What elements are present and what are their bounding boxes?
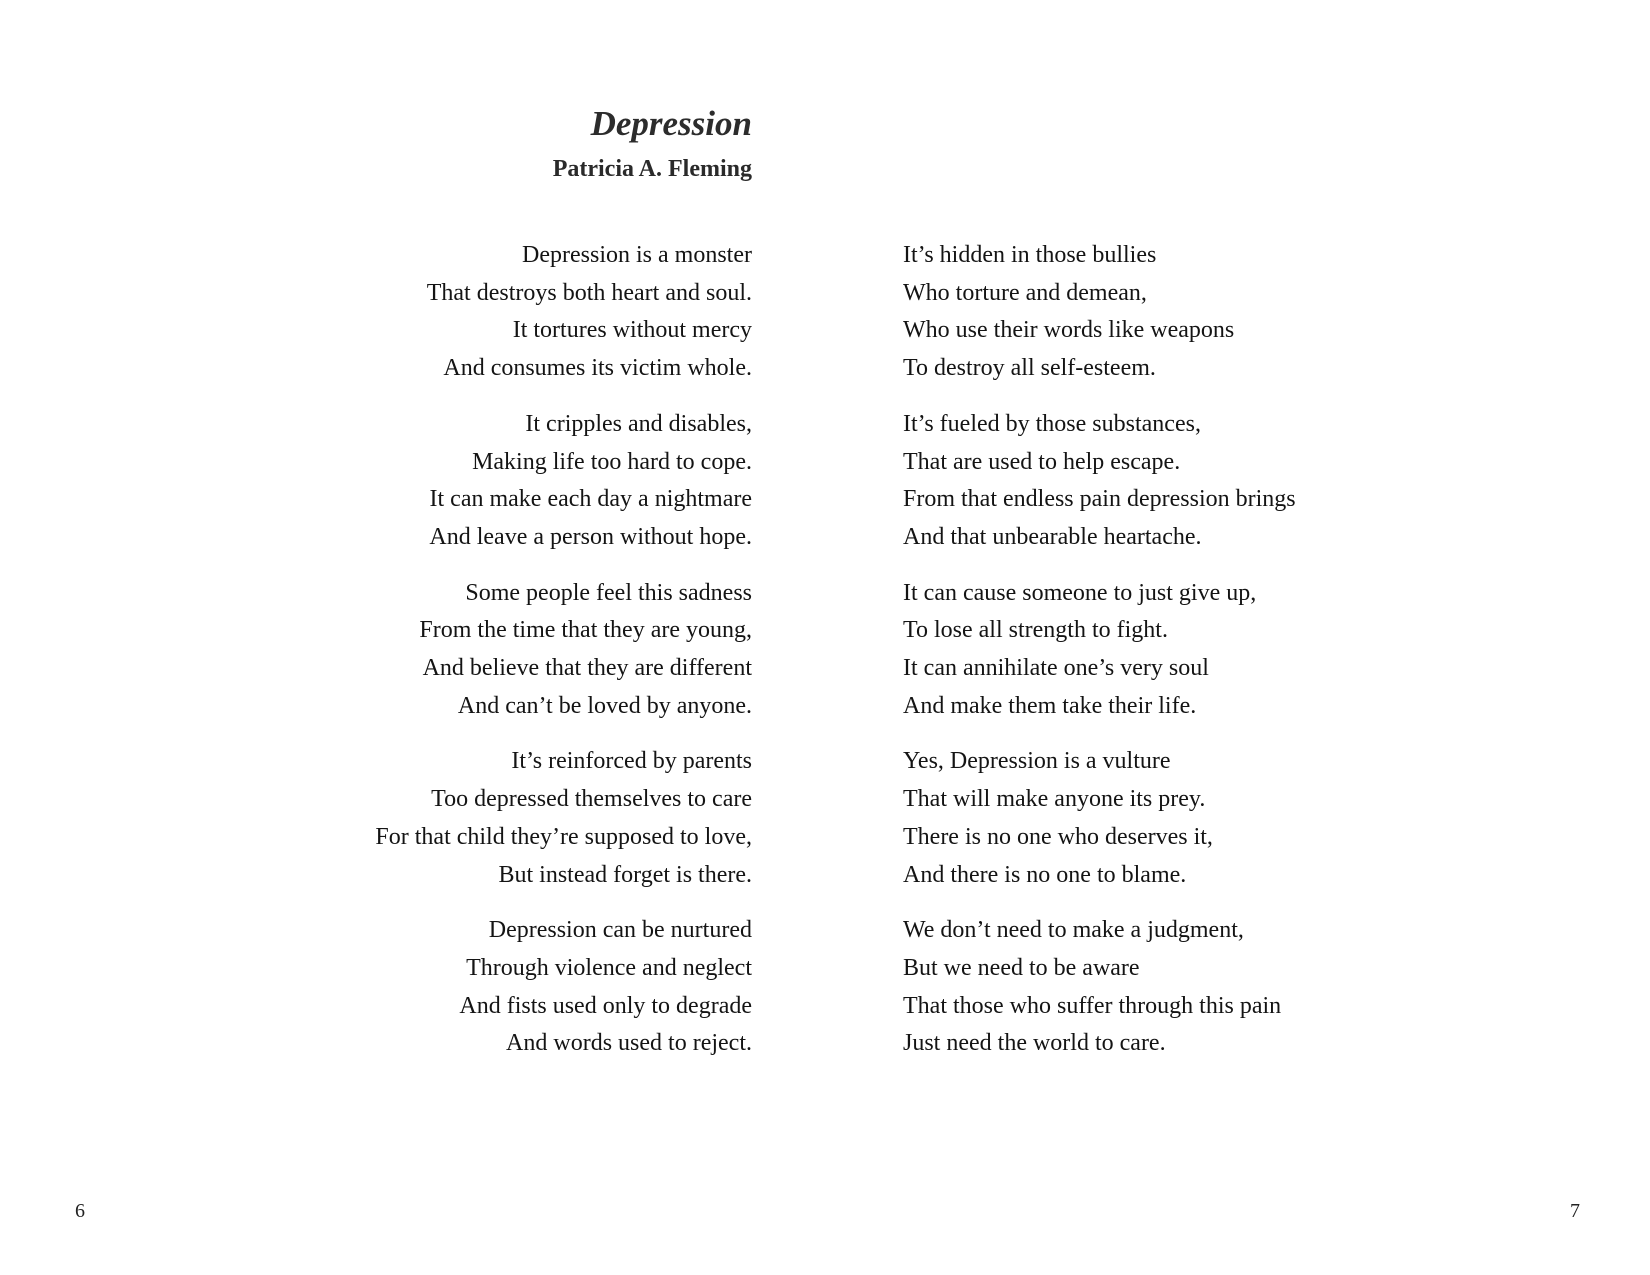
poem-line: It can make each day a nightmare [429,486,752,513]
poem-line: Too depressed themselves to care [431,786,752,813]
poem-line: But instead forget is there. [498,861,752,888]
poem-line: And leave a person without hope. [429,523,752,550]
poem-line: Who use their words like weapons [903,317,1235,344]
stanza [375,575,752,726]
poem-line: We don’t need to make a judgment, [903,917,1244,944]
poem-line: But we need to be aware [903,954,1140,981]
poem-line: And can’t be loved by anyone. [457,692,752,719]
left-column [375,237,752,1081]
poem-line: From the time that they are young, [419,617,752,644]
stanza [903,912,1296,1063]
poem-line: And consumes its victim whole. [443,355,752,382]
poem-header [553,100,752,186]
poem-line: It can cause someone to just give up, [903,579,1257,606]
poem-line: For that child they’re supposed to love, [375,823,752,850]
poem-line: Yes, Depression is a vulture [903,748,1171,775]
poem-line: Some people feel this sadness [465,579,752,606]
stanza [375,237,752,388]
poem-line: That destroys both heart and soul. [426,279,752,306]
poem-line: That those who suffer through this pain [903,992,1282,1019]
stanza [903,237,1296,388]
poem-line: And that unbearable heartache. [903,523,1202,550]
poem-line: Making life too hard to cope. [472,448,752,475]
poem-line: And believe that they are different [422,655,752,682]
page-number-left: 6 [75,1200,85,1222]
poem-line: Through violence and neglect [466,954,752,981]
poem-line: It’s hidden in those bullies [903,242,1157,268]
poem-line: Just need the world to care. [903,1030,1166,1057]
poem-line: It cripples and disables, [525,410,752,437]
poem-line: And there is no one to blame. [903,861,1187,888]
stanza [375,912,752,1063]
poem-line: To destroy all self-esteem. [903,355,1156,382]
poem-line: From that endless pain depression brings [903,486,1296,513]
poem-line: That are used to help escape. [903,448,1181,475]
poem-line: Who torture and demean, [903,279,1147,306]
right-column [903,237,1296,1081]
poem-author: Patricia A. Fleming [552,156,752,182]
poem-line: It’s fueled by those substances, [903,410,1201,437]
poem-line: Depression can be nurtured [488,917,752,944]
stanza [903,406,1296,557]
poem-line: There is no one who deserves it, [903,823,1213,850]
poem-line: And words used to reject. [506,1030,752,1057]
poem-line: To lose all strength to fight. [903,617,1168,644]
stanza [375,743,752,894]
poem-line: It’s reinforced by parents [511,748,752,775]
poem-line: And make them take their life. [903,692,1197,719]
poem-line: And fists used only to degrade [459,992,752,1019]
stanza [903,743,1296,894]
poem-line: Depression is a monster [522,242,752,268]
page-number-right: 7 [1570,1200,1580,1222]
poem-line: It can annihilate one’s very soul [903,655,1209,682]
stanza [375,406,752,557]
poem-title: Depression [590,104,752,143]
poem-line: That will make anyone its prey. [903,786,1206,813]
stanza [903,575,1296,726]
poem-line: It tortures without mercy [512,317,752,344]
